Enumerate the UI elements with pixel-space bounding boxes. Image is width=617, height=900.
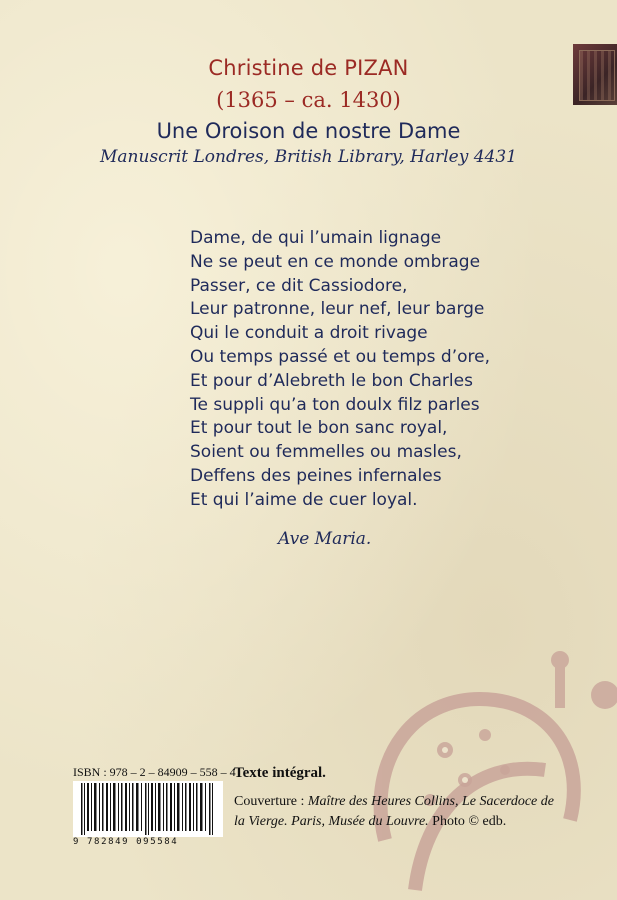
poem-line: Passer, ce dit Cassiodore, bbox=[190, 275, 408, 296]
author-name: Christine de PIZAN bbox=[208, 56, 409, 80]
cover-credit bbox=[234, 792, 564, 832]
poem-line: Te suppli qu’a ton doulx filz parles bbox=[190, 394, 480, 415]
poem-line: Soient ou femmelles ou masles, bbox=[190, 442, 462, 463]
credit-photo: Photo © edb. bbox=[428, 814, 507, 829]
isbn-barcode bbox=[73, 781, 223, 837]
poem-text bbox=[190, 227, 590, 513]
integral-text-label: Texte intégral. bbox=[234, 765, 326, 781]
decorated-initial-ornament bbox=[355, 640, 617, 900]
poem-line: Ou temps passé et ou temps d’ore, bbox=[190, 346, 490, 367]
poem-line: Et pour tout le bon sanc royal, bbox=[190, 418, 448, 439]
poem-line: Et qui l’aime de cuer loyal. bbox=[190, 489, 418, 510]
barcode-digits: 9 782849 095584 bbox=[73, 837, 179, 847]
credit-prefix: Couverture : bbox=[234, 794, 308, 809]
poem-line: Ne se peut en ce monde ombrage bbox=[190, 251, 481, 272]
isbn-number: ISBN : 978 – 2 – 84909 – 558 – 4 bbox=[73, 765, 236, 779]
manuscript-source: Manuscrit Londres, British Library, Harley 4431 bbox=[100, 147, 517, 167]
poem-closing: Ave Maria. bbox=[278, 529, 372, 549]
poem-line: Deffens des peines infernales bbox=[190, 465, 442, 486]
poem-line: Et pour d’Alebreth le bon Charles bbox=[190, 370, 473, 391]
author-dates: (1365 – ca. 1430) bbox=[216, 88, 401, 112]
work-title: Une Oroison de nostre Dame bbox=[156, 119, 461, 143]
credit-artwork: Maître des Heures Collins, Le Sacerdoce de la Vierge. Paris, Musée du Louvre. bbox=[234, 794, 554, 829]
poem-line: Qui le conduit a droit rivage bbox=[190, 323, 428, 344]
poem-line: Dame, de qui l’umain lignage bbox=[190, 228, 442, 248]
poem-line: Leur patronne, leur nef, leur barge bbox=[190, 299, 485, 320]
